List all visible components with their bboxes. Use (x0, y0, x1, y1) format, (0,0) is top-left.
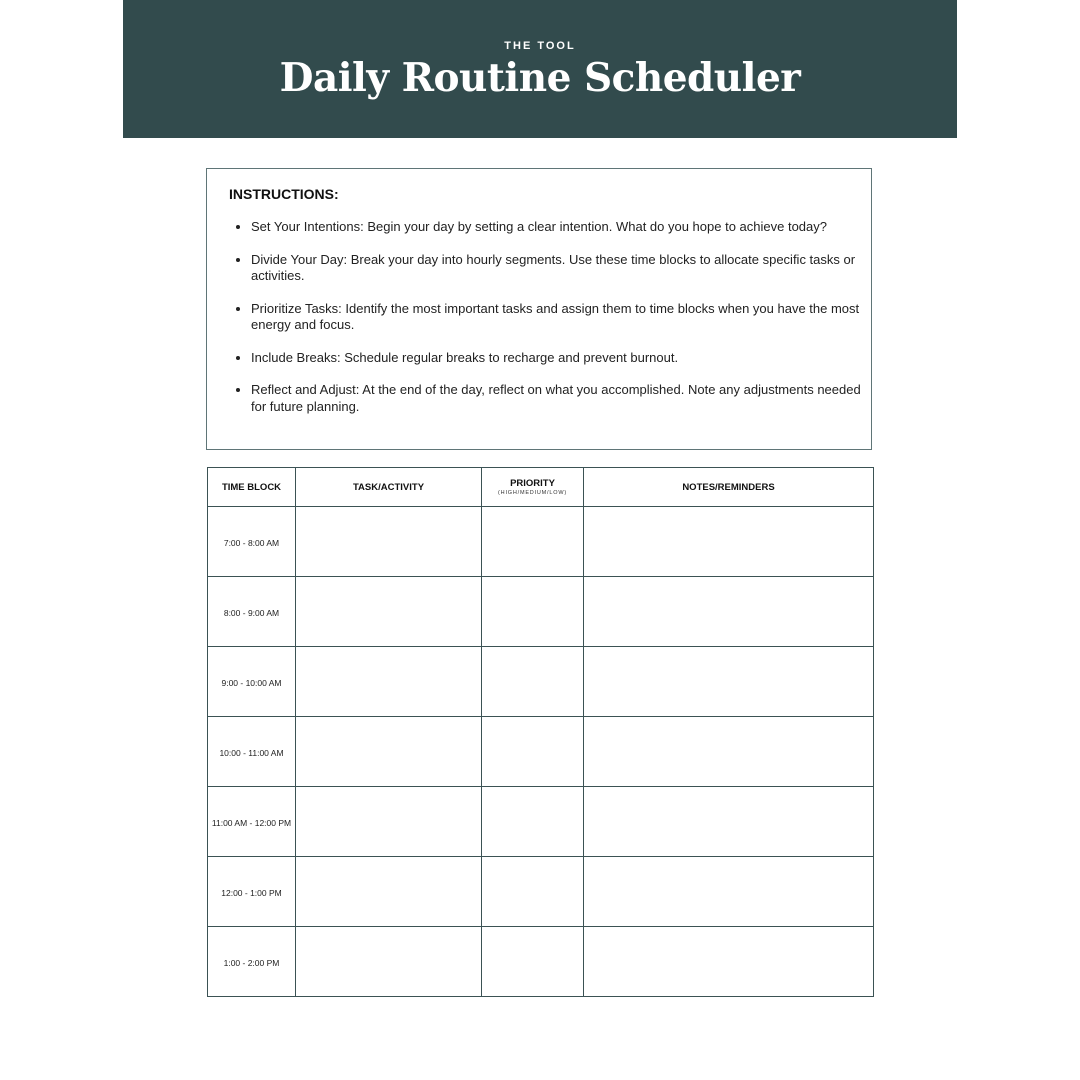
notes-cell[interactable] (584, 717, 874, 787)
task-activity-cell[interactable] (296, 647, 482, 717)
table-row (208, 647, 874, 717)
column-header-priority (482, 468, 584, 507)
header-kicker: THE TOOL (504, 40, 576, 52)
instruction-item: • Reflect and Adjust: At the end of the day, reflect on what you accomplished. Note any adjustments needed for future planning. (251, 382, 873, 415)
priority-cell[interactable] (482, 647, 584, 717)
instructions-list (229, 219, 873, 415)
priority-cell[interactable] (482, 787, 584, 857)
column-header-notes: NOTES/REMINDERS (584, 468, 874, 507)
table-row (208, 857, 874, 927)
time-block-cell (208, 927, 296, 997)
task-activity-cell[interactable] (296, 507, 482, 577)
notes-cell[interactable] (584, 787, 874, 857)
notes-cell[interactable] (584, 857, 874, 927)
time-block-label: 11:00 AM - 12:00 PM (211, 817, 292, 828)
column-header-time-block: TIME BLOCK (208, 468, 296, 507)
instructions-box (206, 168, 872, 450)
task-activity-cell[interactable] (296, 857, 482, 927)
schedule-table (207, 467, 874, 997)
time-block-cell (208, 787, 296, 857)
time-block-cell (208, 507, 296, 577)
priority-cell[interactable] (482, 507, 584, 577)
notes-cell[interactable] (584, 507, 874, 577)
table-row (208, 927, 874, 997)
table-row (208, 577, 874, 647)
time-block-label: 10:00 - 11:00 AM (219, 747, 284, 758)
instruction-item: • Set Your Intentions: Begin your day by setting a clear intention. What do you hope to achieve today? (251, 219, 873, 236)
instruction-item: • Divide Your Day: Break your day into hourly segments. Use these time blocks to allocate specific tasks or activities. (251, 252, 873, 285)
table-row (208, 507, 874, 577)
task-activity-cell[interactable] (296, 577, 482, 647)
instruction-item: • Include Breaks: Schedule regular breaks to recharge and prevent burnout. (251, 350, 873, 367)
time-block-label: 7:00 - 8:00 AM (223, 537, 280, 548)
priority-header-label: PRIORITY (510, 478, 555, 489)
time-block-label: 8:00 - 9:00 AM (223, 607, 280, 618)
priority-cell[interactable] (482, 857, 584, 927)
priority-header-hint: (HIGH/MEDIUM/LOW) (498, 490, 567, 496)
time-block-label: 9:00 - 10:00 AM (221, 677, 282, 688)
notes-cell[interactable] (584, 927, 874, 997)
time-block-cell (208, 577, 296, 647)
time-block-cell (208, 647, 296, 717)
time-block-label: 1:00 - 2:00 PM (223, 957, 280, 968)
table-row (208, 717, 874, 787)
instruction-item: • Prioritize Tasks: Identify the most important tasks and assign them to time blocks when you have the most energy and focus. (251, 301, 873, 334)
task-activity-cell[interactable] (296, 787, 482, 857)
instructions-heading: INSTRUCTIONS: (229, 186, 339, 202)
time-block-cell (208, 717, 296, 787)
priority-cell[interactable] (482, 717, 584, 787)
column-header-task-activity: TASK/ACTIVITY (296, 468, 482, 507)
time-block-cell (208, 857, 296, 927)
task-activity-cell[interactable] (296, 927, 482, 997)
task-activity-cell[interactable] (296, 717, 482, 787)
notes-cell[interactable] (584, 577, 874, 647)
table-header-row (208, 468, 874, 507)
time-block-label: 12:00 - 1:00 PM (221, 887, 282, 898)
table-row (208, 787, 874, 857)
header-banner (123, 0, 957, 138)
priority-cell[interactable] (482, 577, 584, 647)
priority-cell[interactable] (482, 927, 584, 997)
notes-cell[interactable] (584, 647, 874, 717)
page-title: Daily Routine Scheduler (279, 55, 801, 101)
